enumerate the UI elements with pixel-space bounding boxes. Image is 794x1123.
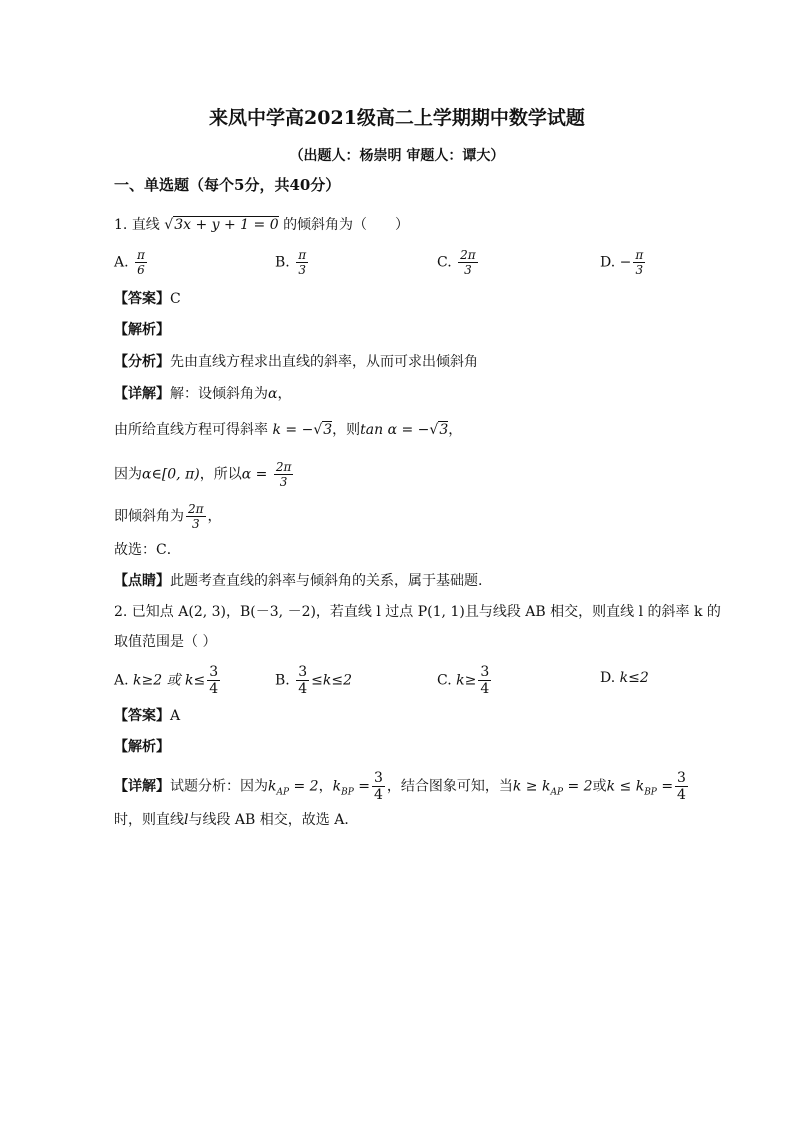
comment-text: 此题考查直线的斜率与倾斜角的关系，属于基础题. [170, 573, 483, 589]
detail-text: ，所以 [199, 466, 242, 483]
detail-text: 由所给直线方程可得斜率 [114, 422, 268, 438]
frac-num: 3 [373, 770, 383, 786]
q1-choose: 故选：C． [114, 542, 181, 558]
sqrt-value: 3 [323, 422, 333, 438]
option-fraction [458, 248, 478, 277]
detail-tag: 【详解】 [114, 386, 170, 402]
q2-answer [114, 706, 180, 726]
line-l: l [184, 812, 189, 828]
eq-sign: = [661, 778, 674, 795]
sqrt-3: √3 [429, 422, 449, 438]
frac-num: 2π [275, 460, 292, 474]
q2-detail-line-2 [114, 810, 358, 830]
subscript-ap: AP [550, 787, 564, 798]
frac-num: 3 [677, 770, 686, 786]
slope-k: k [268, 778, 277, 795]
q1-detail-line-2 [114, 420, 462, 440]
equation-text: 3x + y + 1 = 0 [174, 217, 279, 233]
sqrt-value: 3 [439, 422, 449, 438]
q2-detail-line-1 [114, 770, 690, 803]
q1-fenxi [114, 352, 478, 372]
option-label: C. [437, 254, 452, 271]
q1-detail-line-4 [114, 502, 222, 531]
slope-expr: k = − [272, 422, 314, 438]
fenxi-tag: 【分析】 [114, 354, 170, 370]
q1-option-a [114, 248, 149, 277]
section-heading: 一、单选题（每个5分，共40分） [114, 176, 341, 194]
option-label: D. [600, 670, 616, 686]
subscript-bp: BP [644, 787, 657, 798]
question-1-stem [114, 215, 409, 235]
q2-option-a [114, 664, 222, 697]
option-fraction [633, 248, 645, 277]
condition-1: k ≥ k [512, 778, 551, 795]
eq-sign: = [358, 778, 370, 795]
q2-option-c [437, 664, 493, 697]
punct: ， [207, 508, 222, 525]
option-fraction [135, 248, 147, 277]
option-fraction [296, 248, 308, 277]
fraction-3-4 [675, 770, 688, 803]
punct: ， [448, 422, 463, 438]
frac-num: π [635, 248, 644, 262]
frac-num: π [137, 248, 145, 262]
alpha-eq: α = [241, 466, 268, 483]
frac-den: 3 [279, 475, 288, 489]
question-number: 1. [114, 217, 128, 233]
condition-2: k ≤ k [606, 778, 645, 795]
option-text: k≥ [456, 672, 477, 689]
punct: ， [277, 386, 292, 402]
option-text: k≥2 或 k≤ [133, 672, 206, 689]
fraction-2pi-3 [274, 460, 294, 489]
q1-option-b [275, 248, 310, 277]
frac-den: 3 [635, 263, 644, 277]
frac-den: 3 [191, 517, 200, 531]
punct: ， [318, 778, 333, 795]
comment-tag: 【点睛】 [114, 573, 170, 589]
option-fraction [478, 664, 491, 697]
stem-suffix: 的倾斜角为（ ） [283, 217, 410, 233]
q2-analysis-tag: 【解析】 [114, 739, 170, 755]
q1-analysis-tag: 【解析】 [114, 322, 170, 338]
option-label: D. [600, 254, 616, 271]
frac-den: 4 [677, 787, 686, 803]
range-expr: α∈[0, π) [142, 466, 200, 483]
fraction-3-4 [372, 770, 385, 803]
detail-tag: 【详解】 [114, 778, 170, 795]
frac-den: 6 [137, 263, 145, 277]
frac-num: π [298, 248, 307, 262]
detail-text: 即倾斜角为 [114, 508, 184, 525]
detail-text: 解：设倾斜角为 [170, 386, 268, 402]
frac-num: 3 [209, 664, 219, 680]
answer-tag: 【答案】 [114, 708, 170, 724]
frac-num: 3 [480, 664, 490, 680]
q2-option-b [275, 664, 352, 697]
question-2-line-2: 取值范围是（ ） [114, 634, 217, 650]
or-text: 或 [592, 778, 607, 795]
q1-comment [114, 571, 482, 591]
eq-value: = 2 [293, 778, 319, 795]
option-sign: − [619, 254, 632, 271]
sqrt-3: √3 [313, 422, 333, 438]
detail-text: ，则 [332, 422, 361, 438]
detail-text: 试题分析：因为 [170, 778, 268, 795]
q1-answer [114, 289, 181, 309]
option-text: k≤2 [619, 670, 649, 686]
answer-value: C [170, 291, 181, 307]
fenxi-text: 先由直线方程求出直线的斜率，从而可求出倾斜角 [170, 354, 478, 370]
q2-option-d [600, 668, 649, 688]
frac-den: 4 [373, 787, 383, 803]
frac-den: 3 [298, 263, 306, 277]
frac-num: 3 [298, 664, 308, 680]
subscript-ap: AP [276, 787, 290, 798]
answer-value: A [170, 708, 181, 724]
q1-option-d [600, 248, 647, 277]
frac-num: 2π [188, 502, 204, 516]
detail-text: 因为 [114, 466, 142, 483]
stem-prefix: 直线 [131, 217, 160, 233]
option-label: A. [114, 672, 129, 689]
question-2-line-1: 2. 已知点 A(2, 3)，B(－3, －2)，若直线 l 过点 P(1, 1)且与线段 AB 相交，则直线 l 的斜率 k 的 [114, 604, 721, 620]
answer-tag: 【答案】 [114, 291, 170, 307]
frac-num: 2π [460, 248, 476, 262]
q1-option-c [437, 248, 480, 277]
condition-1-value: = 2 [567, 778, 593, 795]
option-fraction [207, 664, 220, 697]
frac-den: 4 [298, 681, 308, 697]
option-label: C. [437, 672, 452, 689]
option-label: A. [114, 254, 129, 271]
option-label: B. [275, 672, 290, 689]
q1-detail-line-1 [114, 384, 291, 404]
q1-detail-line-3 [114, 460, 295, 489]
frac-den: 4 [209, 681, 219, 697]
detail-text: ，结合图象可知，当 [386, 778, 513, 795]
detail-text: 时，则直线 [114, 812, 184, 828]
option-label: B. [275, 254, 290, 271]
fraction-2pi-3 [186, 502, 206, 531]
page-subtitle: （出题人：杨崇明 审题人：谭大） [289, 148, 505, 164]
frac-den: 4 [480, 681, 490, 697]
option-text: ≤k≤2 [311, 672, 352, 689]
slope-k: k [332, 778, 342, 795]
detail-text: 与线段 AB 相交，故选 A． [188, 812, 359, 828]
option-fraction [296, 664, 309, 697]
line-equation: √3x + y + 1 = 0 [164, 217, 279, 233]
page-title: 来凤中学高2021级高二上学期期中数学试题 [209, 107, 585, 129]
alpha-symbol: α [268, 386, 278, 402]
subscript-bp: BP [341, 787, 354, 798]
frac-den: 3 [464, 263, 472, 277]
tan-expr: tan α = − [360, 422, 430, 438]
